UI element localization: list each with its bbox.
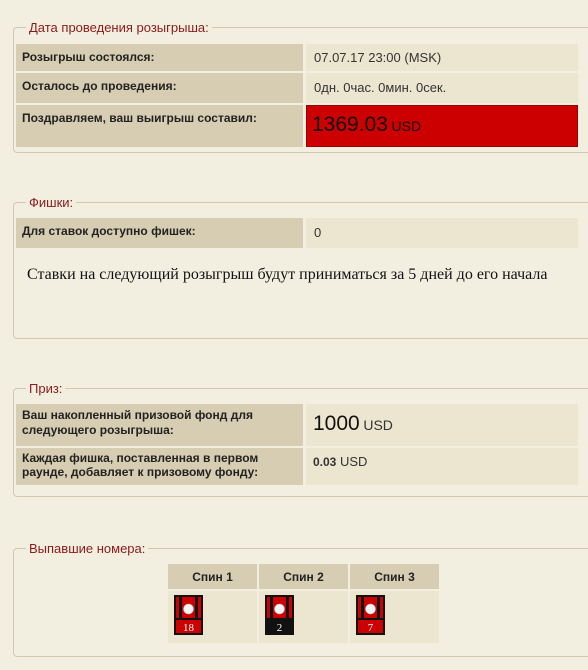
spin-2-number: 2 xyxy=(276,622,283,634)
spins-table xyxy=(166,564,441,643)
time-left-value: 0дн. 0час. 0мин. 0сек. xyxy=(306,73,578,103)
chip-contribution-cell xyxy=(306,448,578,485)
table-row xyxy=(16,105,578,147)
draw-info-table xyxy=(16,42,578,149)
draw-held-value: 07.07.17 23:00 (MSK) xyxy=(306,44,578,71)
win-currency: USD xyxy=(391,118,422,134)
roulette-pocket-icon xyxy=(265,595,294,635)
roulette-pocket-icon xyxy=(174,595,203,635)
time-left-label: Осталось до проведения: xyxy=(16,73,303,103)
spin-3-number: 7 xyxy=(367,622,374,634)
draw-date-legend: Дата проведения розыгрыша: xyxy=(29,20,209,35)
available-chips-label: Для ставок доступно фишек: xyxy=(16,218,303,248)
spin-3-header: Спин 3 xyxy=(350,564,439,589)
available-chips-value: 0 xyxy=(306,218,578,248)
prize-fund-label: Ваш накопленный призовой фонд для следующего розыгрыша: xyxy=(16,404,303,446)
spin-3-cell xyxy=(350,589,439,643)
spin-1-cell xyxy=(168,589,257,643)
chip-contribution-amount: 0.03 xyxy=(313,455,337,469)
table-row xyxy=(168,564,439,589)
roulette-pocket-icon xyxy=(356,595,385,635)
chips-legend: Фишки: xyxy=(29,195,74,210)
prize-legend: Приз: xyxy=(29,381,63,396)
prize-fund-amount: 1000 xyxy=(313,412,360,435)
spin-1-number: 18 xyxy=(183,622,194,634)
table-row xyxy=(16,73,578,103)
table-row xyxy=(16,404,578,446)
win-amount: 1369.03 xyxy=(312,113,388,136)
spin-2-cell xyxy=(259,589,348,643)
next-draw-notice: Ставки на следующий розыгрыш будут приниматься за 5 дней до его начала xyxy=(27,266,548,283)
table-row xyxy=(16,448,578,485)
spin-1-header: Спин 1 xyxy=(168,564,257,589)
chip-contribution-label: Каждая фишка, поставленная в первом раунде, добавляет к призовому фонду: xyxy=(16,448,303,485)
prize-fund-currency: USD xyxy=(363,417,393,433)
prize-info-table xyxy=(16,402,578,487)
chips-info-table xyxy=(16,216,578,250)
chip-contribution-currency: USD xyxy=(339,454,368,469)
table-row xyxy=(16,218,578,248)
spin-2-header: Спин 2 xyxy=(259,564,348,589)
win-amount-cell xyxy=(306,105,578,147)
win-label: Поздравляем, ваш выигрыш составил: xyxy=(16,105,303,147)
table-row xyxy=(16,44,578,71)
draw-held-label: Розыгрыш состоялся: xyxy=(16,44,303,71)
prize-fund-cell xyxy=(306,404,578,446)
table-row xyxy=(168,589,439,643)
drawn-numbers-legend: Выпавшие номера: xyxy=(29,541,146,556)
